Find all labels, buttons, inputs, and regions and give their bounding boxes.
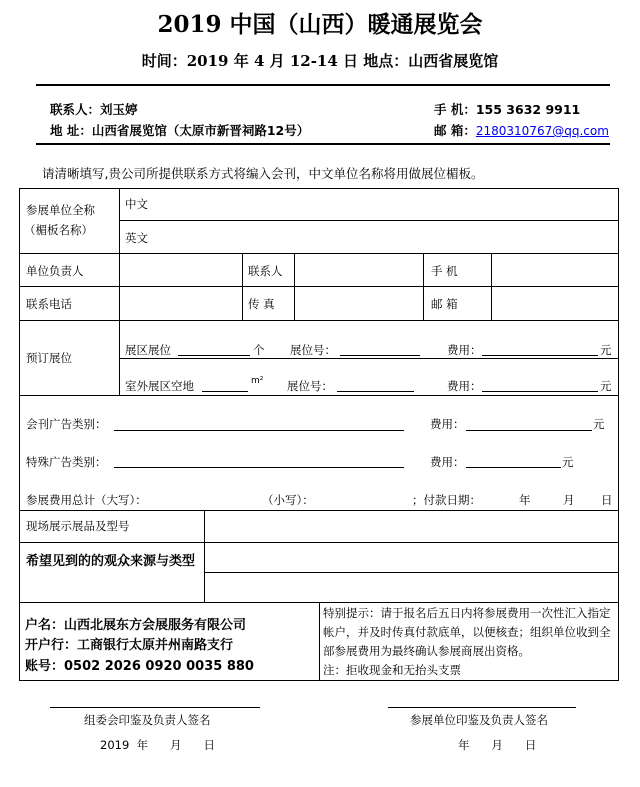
exhibitor-date: 年 月 日 [458,738,537,752]
audience-label: 希望见到的的观众来源与类型 [26,554,196,569]
contact-address-value: 山西省展览馆（太原市新晋祠路12号） [91,123,310,138]
ad-catalog-label: 会刊广告类别： [26,417,107,431]
bank-account-name: 户名：山西北展东方会展服务有限公司 [25,618,247,633]
contact-email-link[interactable]: 2180310767@qq.com [475,124,609,138]
page-title: 2019 中国（山西）暖通展览会 [157,11,483,38]
bank-name: 开户行：工商银行太原并州南路支行 [25,638,234,653]
payment-note: 注：拒收现金和无抬头支票 [323,663,461,677]
total-lower-label: （小写）： [262,493,314,507]
company-name-sublabel: （楣板名称） [24,223,93,237]
company-name-label: 参展单位全称 [26,203,95,217]
ad-special-label: 特殊广告类别： [26,455,107,469]
ad-catalog-yuan: 元 [593,417,605,431]
row-rule [19,395,619,396]
contact-email [434,121,609,139]
indoor-booth-label: 展区展位 [125,343,171,357]
ad-special-line[interactable] [114,467,404,468]
ad-catalog-fee-line[interactable] [466,430,592,431]
fax-label: 传 真 [248,297,275,311]
tel-label: 联系电话 [26,297,72,311]
ad-special-fee-line[interactable] [466,467,561,468]
page-subtitle: 时间：2019 年 4 月 12-14 日 地点：山西省展览馆 [141,52,499,70]
contact-divider [36,143,610,145]
organizer-date: 2019 年 月 日 [100,738,215,752]
header-divider [36,84,610,86]
row-rule [19,320,619,321]
unit-ge: 个 [253,343,265,357]
row-rule [19,286,619,287]
outdoor-fee-label: 费用： [447,379,482,393]
row-rule [19,542,619,543]
ad-catalog-line[interactable] [114,430,404,431]
indoor-booth-no-line[interactable] [340,355,420,356]
contact-email-label: 邮 箱： [434,123,476,138]
indoor-booth-no-label: 展位号： [290,343,336,357]
pay-day: 日 [601,493,613,507]
contact-phone-value: 155 3632 9911 [475,102,581,117]
organizer-sign-label: 组委会印鉴及负责人签名 [84,713,211,727]
contact-address [50,121,309,139]
pay-date-label: ；付款日期： [412,493,481,507]
contact-person-label: 联系人： [50,102,101,117]
outdoor-booth-label: 室外展区空地 [125,379,194,393]
form-notice: 请清晰填写,贵公司所提供联系方式将编入会刊，中文单位名称将用做展位楣板。 [42,166,484,181]
ad-special-fee-label: 费用： [430,455,465,469]
outdoor-yuan: 元 [600,379,612,393]
indoor-fee-label: 费用： [447,343,482,357]
row-rule [19,510,619,511]
row-rule [19,253,619,254]
mobile-label: 手 机 [431,264,458,278]
chinese-name-label: 中文 [125,197,148,211]
total-upper-label: 参展费用总计（大写）： [26,493,147,507]
pay-month: 月 [563,493,575,507]
indoor-yuan: 元 [600,343,612,357]
col-rule [491,253,492,320]
row-rule [204,572,619,573]
row-rule [119,220,619,221]
indoor-fee-line[interactable] [482,355,598,356]
organizer-sign-line[interactable] [50,707,260,708]
unit-m2: m² [251,376,264,386]
exhibitor-sign-line[interactable] [388,707,576,708]
contact-person-value: 刘玉婷 [100,102,138,117]
row-rule [119,358,619,359]
outdoor-booth-no-line[interactable] [337,391,414,392]
contact-phone-label: 手 机： [434,102,476,117]
contact-address-label: 地 址： [50,123,92,138]
outdoor-area-line[interactable] [202,391,248,392]
exhibitor-sign-label: 参展单位印鉴及负责人签名 [410,713,548,727]
booking-label: 预订展位 [26,351,72,365]
outdoor-booth-no-label: 展位号： [287,379,333,393]
col-rule [242,253,243,320]
indoor-booth-count-line[interactable] [178,355,250,356]
col-rule [294,253,295,320]
pay-year: 年 [519,493,531,507]
col-rule [319,602,320,681]
contact-person [50,100,138,118]
ad-catalog-fee-label: 费用： [430,417,465,431]
bank-account-no: 账号：0502 2026 0920 0035 880 [25,659,254,674]
ad-special-yuan: 元 [562,455,574,469]
leader-label: 单位负责人 [26,264,84,278]
col-rule [119,188,120,320]
english-name-label: 英文 [125,231,148,245]
contact-phone [434,100,580,118]
exhibits-label: 现场展示展品及型号 [26,519,130,533]
col-rule [204,510,205,602]
special-hint: 特别提示：请于报名后五日内将参展费用一次性汇入指定帐户，并及时传真付款底单，以便核查；组织单位收到全部参展费用为最终确认参展商展出资格。 [323,606,611,658]
mailbox-label: 邮 箱 [431,297,458,311]
col-rule [119,320,120,395]
col-rule [423,253,424,320]
outdoor-fee-line[interactable] [482,391,598,392]
contact-field-label: 联系人 [248,264,283,278]
